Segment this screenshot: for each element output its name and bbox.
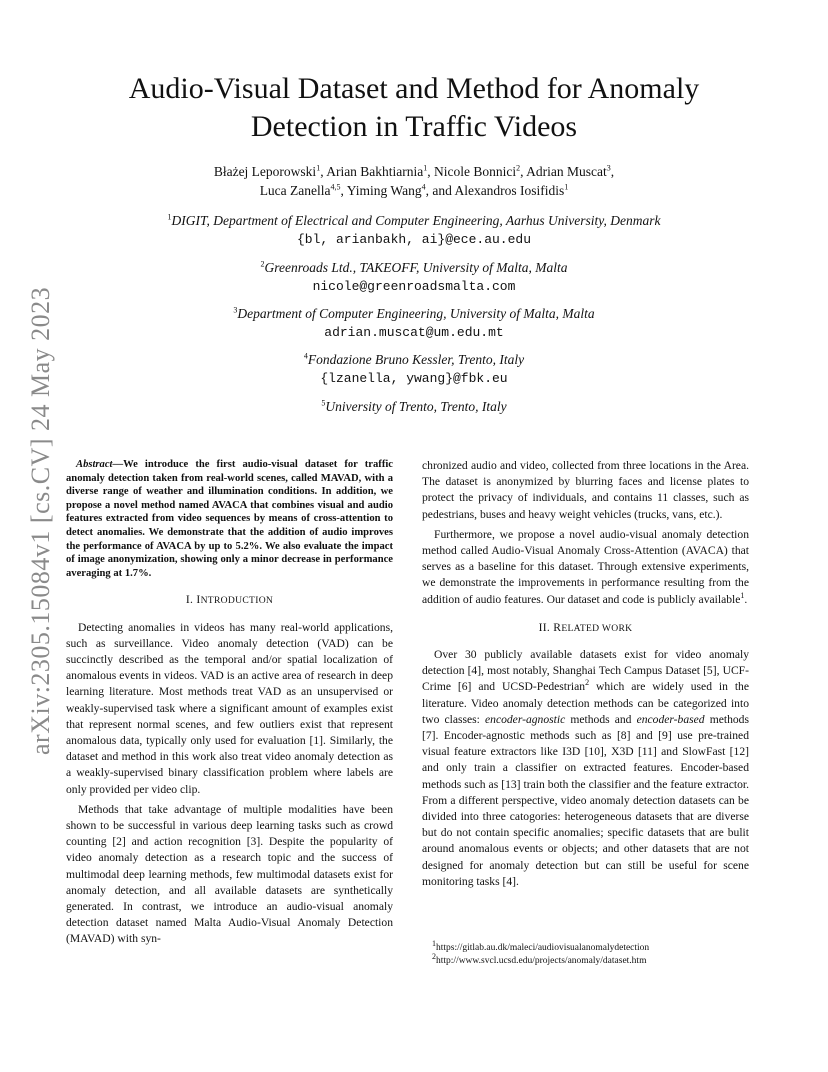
- author-affiliation-mark: 1: [316, 163, 321, 173]
- abstract-text: —We introduce the first audio-visual dataset for traffic anomaly detection taken from real-world scenes, called MAVAD, with a diverse range of weather and illumination conditions. In addition, we propose a novel method named AVACA that combines visual and audio features extracted from video sequences by means of cross-attention to detect anomalies. We demonstrate that the addition of audio improves the performance of AVACA by up to 5.2%. We also evaluate the impact of image anonymization, showing only a minor decrease in performance averaging at 1.7%.: [66, 459, 393, 579]
- affiliation-mark: 4: [303, 351, 308, 361]
- affiliation-email: {lzanella, ywang}@fbk.eu: [320, 371, 508, 386]
- paragraph-text: which are widely used in the literature. Video anomaly detection methods can be categorized into two classes:: [422, 680, 749, 726]
- author-line-1: [100, 162, 728, 181]
- paragraph-text: Furthermore, we propose a novel audio-visual anomaly detection method called Audio-Visual Anomaly Cross-Attention (AVACA) that serves as a baseline for this dataset. Through extensive experiments, we demonstrate the improvements in performance resulting from the addition of audio features. Our dataset and code is publicly available: [422, 527, 749, 606]
- arxiv-identifier: arXiv:2305.15084v1 [cs.CV] 24 May 2023: [26, 286, 55, 755]
- author-name: Błażej Leporowski: [213, 164, 317, 179]
- author-name: Luca Zanella: [259, 183, 331, 198]
- author-affiliation-mark: 3: [606, 163, 611, 173]
- footnotes: [422, 938, 749, 968]
- author-affiliation-mark: 1: [564, 182, 569, 192]
- section-number: II. R: [538, 620, 562, 634]
- intro-paragraph-3: chronized audio and video, collected from three locations in the Area. The dataset is anonymized by blurring faces and license plates to protect the privacy of individuals, and contains 11 classes, such as pedestrians, buses and heavy weight vehicles (trucks, vans, etc.).: [422, 459, 749, 521]
- author-name: , Adrian Muscat: [520, 164, 607, 179]
- author-affiliation-mark: 4: [421, 182, 426, 192]
- affiliation-email: {bl, arianbakh, ai}@ece.au.edu: [296, 232, 532, 247]
- section-heading-related-work: [422, 620, 749, 637]
- affiliation-email: adrian.muscat@um.edu.mt: [324, 325, 504, 340]
- footnote-mark: 1: [432, 938, 436, 948]
- abstract: [66, 458, 393, 580]
- section-heading-introduction: [66, 592, 393, 609]
- affiliation-name: Fondazione Bruno Kessler, Trento, Italy: [307, 352, 525, 367]
- section-title: NTRODUCTION: [200, 595, 274, 607]
- paragraph-text: .: [744, 592, 748, 606]
- footnote-link[interactable]: http://www.svcl.ucsd.edu/projects/anomaly/dataset.htm: [436, 956, 647, 966]
- paragraph-text: methods [7]. Encoder-agnostic methods such as [8] and [9] use pre-trained visual feature extractors like I3D [10], X3D [11] and SlowFast [12] and only train a classifier on extracted features. Encoder-based methods such as [13] train both the classifier and the feature extractor. From a different perspective, video anomaly detection datasets can be divided into three catogories: heterogeneous datasets that are diverse but do not contain specific anomalies; specific datasets that are bulit around anomalous events or objects; and other datasets that are not designed for anomaly detection but can still be useful for scene monitoring tasks [4].: [422, 712, 749, 888]
- intro-paragraph-2: Methods that take advantage of multiple modalities have been shown to be successful in various deep learning tasks such as crowd counting [2] and action recognition [3]. Despite the popularity of video anomaly detection as a research topic and the success of multimodal deep learning methods, few multimodal datasets exist for anomaly detection, and all available datasets are synthetically generated. In contrast, we introduce an audio-visual anomaly detection dataset named Malta Audio-Visual Anomaly Detection (MAVAD) with syn-: [66, 802, 393, 946]
- author-name: , Nicole Bonnici: [427, 164, 517, 179]
- affiliation-3: [100, 304, 728, 342]
- right-column: [422, 458, 749, 894]
- paper-title: [60, 70, 768, 146]
- footnote-2: [422, 951, 749, 968]
- author-name: , Yiming Wang: [340, 183, 422, 198]
- footnote-1: [422, 938, 749, 955]
- intro-paragraph-4: [422, 527, 749, 608]
- paragraph-text: Over 30 publicly available datasets exist for video anomaly detection [4], most notably, Shanghai Tech Campus Dataset [5], UCF-Crime [6] and UCSD-Pedestrian: [422, 648, 749, 694]
- author-line-2: [100, 181, 728, 200]
- affiliation-mark: 5: [321, 398, 326, 408]
- affiliation-name: Department of Computer Engineering, University of Malta, Malta: [237, 306, 595, 321]
- title-line-1: Audio-Visual Dataset and Method for Anomaly: [128, 72, 700, 105]
- footnote-mark: 1: [740, 590, 745, 600]
- author-list: [100, 162, 728, 200]
- title-line-2: Detection in Traffic Videos: [250, 110, 578, 143]
- section-title: ELATED WORK: [561, 622, 633, 634]
- abstract-label: Abstract: [76, 459, 113, 470]
- affiliation-mark: 3: [233, 305, 238, 315]
- affiliation-5: [100, 397, 728, 416]
- related-work-paragraph: [422, 647, 749, 890]
- affiliation-mark: 2: [260, 259, 265, 269]
- affiliation-name: University of Trento, Trento, Italy: [325, 399, 507, 414]
- section-number: I. I: [185, 593, 201, 607]
- affiliation-2: [100, 258, 728, 296]
- emphasis-term: encoder-agnostic: [485, 712, 566, 726]
- author-affiliation-mark: 4,5: [330, 182, 341, 192]
- author-name: , and Alexandros Iosifidis: [425, 183, 565, 198]
- author-separator: ,: [610, 164, 615, 179]
- footnote-mark: 2: [432, 951, 436, 961]
- footnote-link[interactable]: https://gitlab.au.dk/maleci/audiovisualanomalydetection: [436, 943, 650, 953]
- author-name: , Arian Bakhtiarnia: [320, 164, 424, 179]
- author-affiliation-mark: 2: [516, 163, 521, 173]
- footnote-mark: 2: [585, 678, 590, 688]
- paragraph-text: methods and: [565, 712, 637, 726]
- affiliation-name: Greenroads Ltd., TAKEOFF, University of Malta, Malta: [264, 260, 568, 275]
- affiliation-email: nicole@greenroadsmalta.com: [312, 279, 516, 294]
- left-column: [66, 458, 393, 952]
- affiliation-1: [100, 211, 728, 249]
- emphasis-term: encoder-based: [636, 712, 705, 726]
- affiliation-name: DIGIT, Department of Electrical and Computer Engineering, Aarhus University, Denmark: [171, 213, 661, 228]
- intro-paragraph-1: Detecting anomalies in videos has many real-world applications, such as surveillance. Video anomaly detection (VAD) can be succinctly described as the temporal and/or spatial localization of anomalous events in videos. VAD is an active area of research in deep learning literature. Most methods treat VAD as an unsupervised or weakly-supervised task where a significant amount of examples exist that represent normal scenes, and few outliers exist that represent anomalous data, typically only used for evaluation [1]. Similarly, the dataset and method in this work also treat video anomaly detection as a weakly-supervised binary classification problem where labels are only provided per video clip.: [66, 620, 393, 796]
- author-affiliation-mark: 1: [423, 163, 428, 173]
- affiliation-4: [100, 350, 728, 388]
- affiliation-mark: 1: [167, 212, 172, 222]
